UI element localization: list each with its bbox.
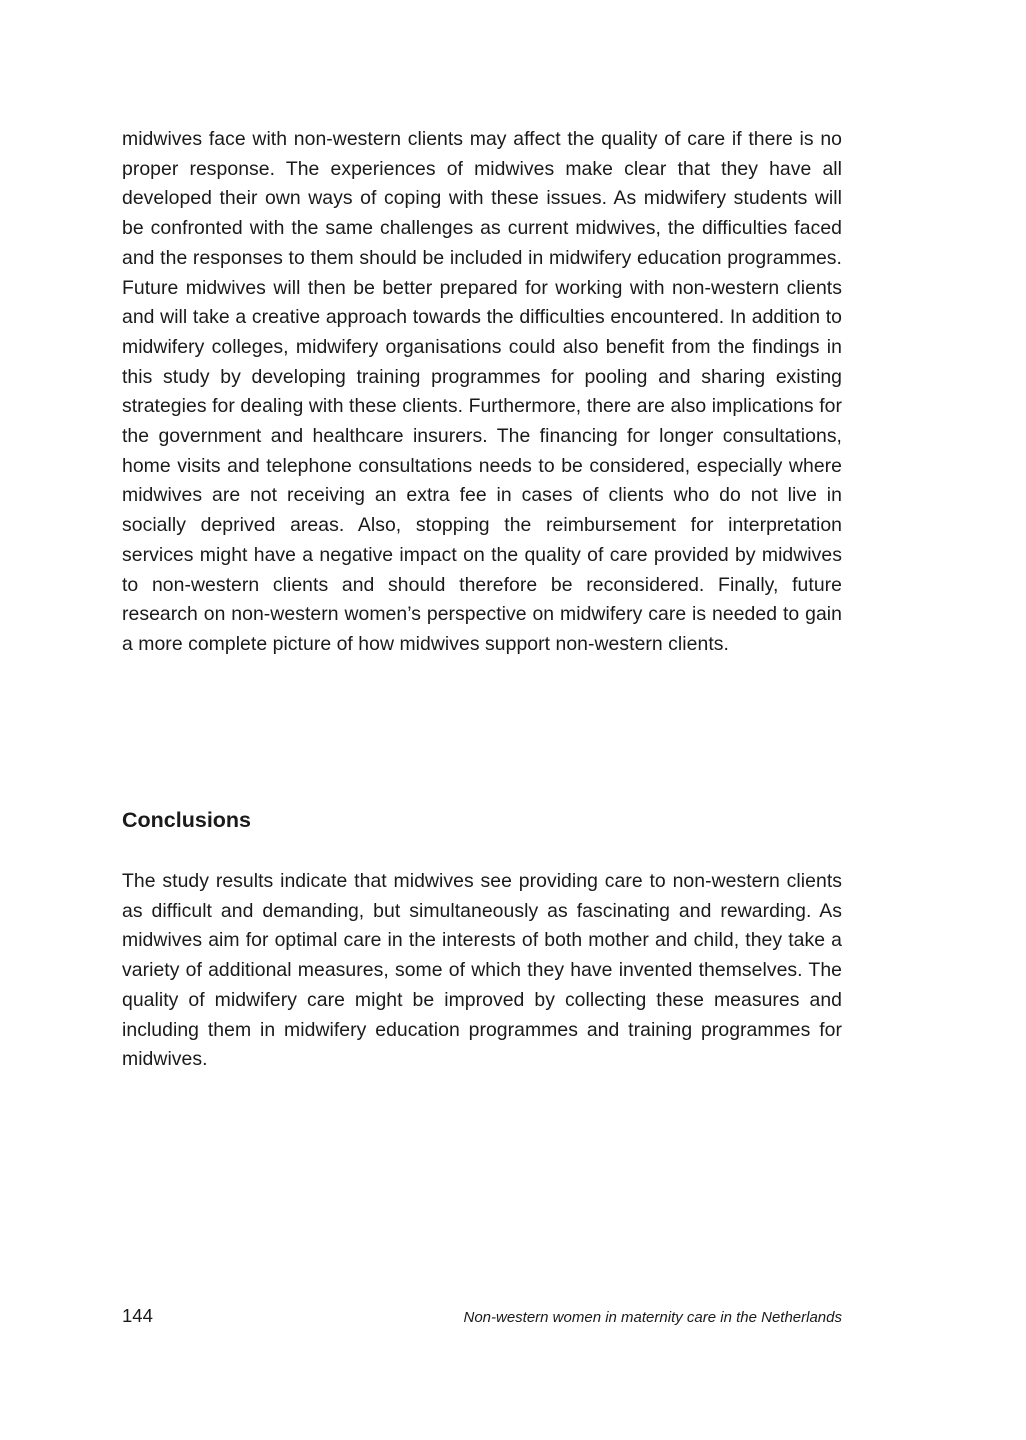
body-paragraph-discussion: midwives face with non-western clients may affect the quality of care if there is no proper response. The experiences of midwives make clear that they have all developed their own ways of coping with these issues. As midwifery students will be confronted with the same challenges as current midwives, the difficulties faced and the responses to them should be included in midwifery education programmes. Future midwives will then be better prepared for working with non-western clients and will take a creative approach towards the difficulties encountered. In addition to midwifery colleges, midwifery organisations could also benefit from the findings in this study by developing training programmes for pooling and sharing existing strategies for dealing with these clients. Furthermore, there are also implications for the government and healthcare insurers. The financing for longer consultations, home visits and telephone consultations needs to be considered, especially where midwives are not receiving an extra fee in cases of clients who do not live in socially deprived areas. Also, stopping the reimbursement for interpretation services might have a negative impact on the quality of care provided by midwives to non-western clients and should therefore be reconsidered. Finally, future research on non-western women’s perspective on midwifery care is needed to gain a more complete picture of how midwives support non-western clients. — [122, 128, 842, 655]
page-number: 144 — [122, 1305, 153, 1326]
section-heading-conclusions: Conclusions — [122, 808, 252, 832]
running-footer-title: Non-western women in maternity care in the Netherlands — [463, 1309, 842, 1326]
body-paragraph-conclusions: The study results indicate that midwives see providing care to non-western clients as difficult and demanding, but simultaneously as fascinating and rewarding. As midwives aim for optimal care in the interests of both mother and child, they take a variety of additional measures, some of which they have invented themselves. The quality of midwifery care might be improved by collecting these measures and including them in midwifery education programmes and training programmes for midwives. — [122, 870, 842, 1071]
